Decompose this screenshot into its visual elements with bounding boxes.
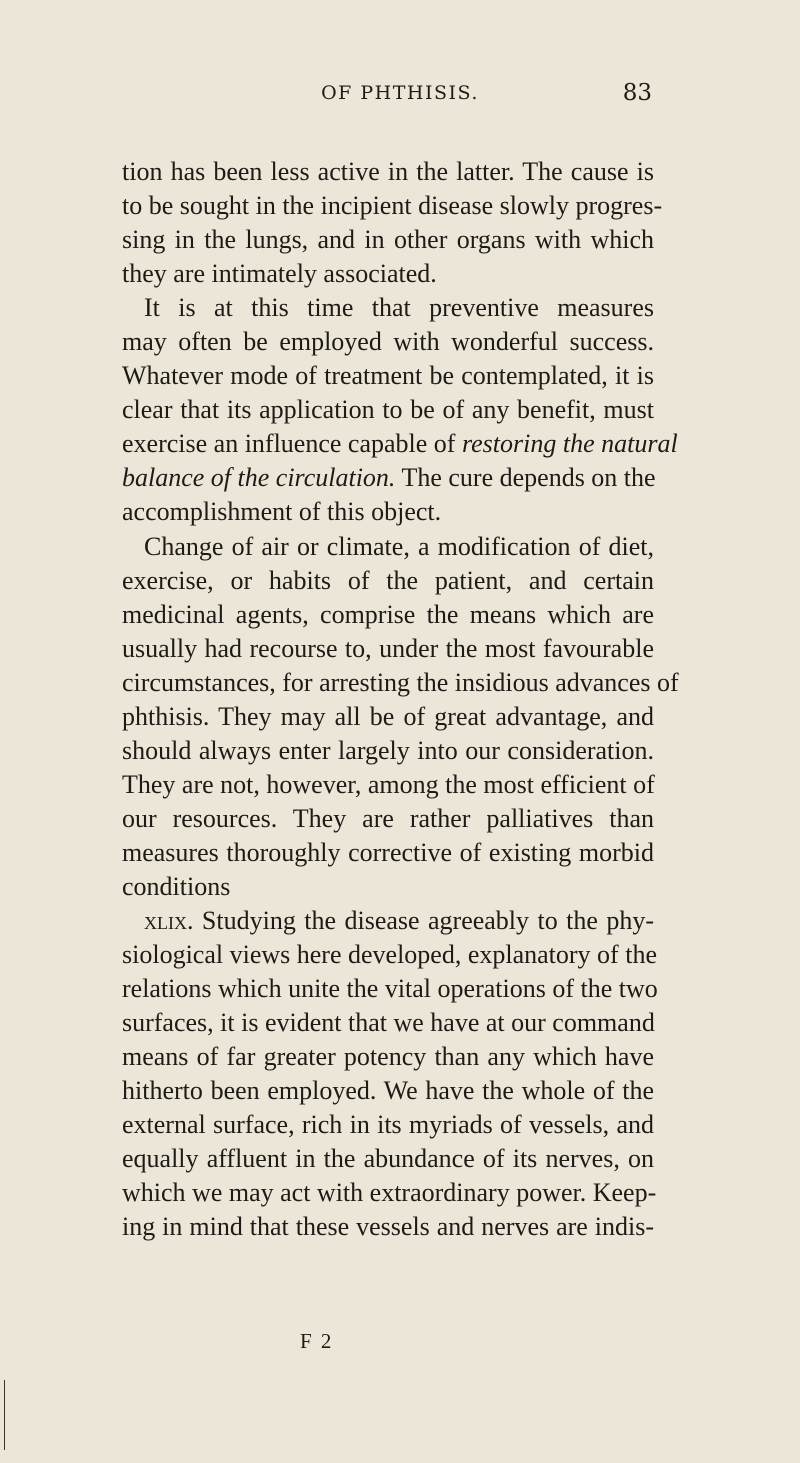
text-line <box>122 700 654 734</box>
text-line <box>122 598 654 632</box>
text-span: equally affluent in the abundance of its nerves, on <box>122 1144 654 1174</box>
text-span: Whatever mode of treatment be contemplated, it is <box>122 361 654 391</box>
text-line <box>122 1142 654 1176</box>
text-span: they are intimately associated. <box>122 259 437 289</box>
text-span: which we may act with extraordinary power. Keep- <box>122 1178 657 1208</box>
text-span: medicinal agents, comprise the means which are <box>122 599 654 629</box>
text-line <box>122 393 654 427</box>
text-span: tion has been less active in the latter. The cause is <box>122 157 654 186</box>
text-line <box>122 359 654 393</box>
text-line <box>122 1040 654 1074</box>
text-line <box>122 938 657 972</box>
text-span: exercise, or habits of the patient, and certain <box>122 565 654 595</box>
text-line <box>122 530 654 564</box>
running-title: OF PHTHISIS. <box>321 82 479 104</box>
text-line <box>122 257 654 291</box>
text-span: It is at this time that preventive measures <box>144 293 654 323</box>
text-span: means of far greater potency than any which have <box>122 1042 654 1072</box>
text-span: to be sought in the incipient disease slowly progres- <box>122 191 663 221</box>
text-line <box>122 427 678 461</box>
running-head <box>0 82 800 112</box>
text-span: circumstances, for arresting the insidious advances of <box>122 667 679 697</box>
text-span: The cure depends on the <box>395 463 656 493</box>
text-span: external surface, rich in its myriads of vessels, and <box>122 1110 654 1140</box>
text-span: should always enter largely into our consideration. <box>122 735 654 765</box>
text-span: measures thoroughly corrective of existing morbid <box>122 837 654 867</box>
text-span: sing in the lungs, and in other organs with which <box>122 225 654 255</box>
text-span: They are not, however, among the most efficient of <box>122 769 655 799</box>
text-span: relations which unite the vital operations of the two <box>122 974 658 1004</box>
text-span: accomplishment of this object. <box>122 497 442 527</box>
page-number: 83 <box>622 80 652 106</box>
text-span: Change of air or climate, a modification of diet, <box>144 531 654 561</box>
text-line <box>122 632 654 666</box>
text-span: phthisis. They may all be of great advantage, and <box>122 701 654 731</box>
text-line <box>122 972 658 1006</box>
text-span: Studying the disease agreeably to the phy- <box>193 906 654 936</box>
page-edge-line <box>4 1380 5 1450</box>
text-line <box>122 291 654 325</box>
text-span: surfaces, it is evident that we have at our command <box>122 1008 655 1038</box>
section-number: xlix. <box>144 906 194 936</box>
text-line <box>122 836 654 870</box>
text-line <box>122 1006 654 1040</box>
signature-mark: F 2 <box>300 1329 334 1353</box>
text-span: hitherto been employed. We have the whole of the <box>122 1076 654 1106</box>
text-line <box>122 802 654 836</box>
text-line <box>122 666 679 700</box>
text-span: may often be employed with wonderful success. <box>122 327 654 357</box>
text-line <box>122 564 654 598</box>
text-line <box>122 223 654 257</box>
text-line <box>122 768 654 802</box>
text-span: ing in mind that these vessels and nerves are indis- <box>122 1212 654 1242</box>
body-text <box>122 155 679 1245</box>
text-span: clear that its application to be of any benefit, must <box>122 395 654 425</box>
text-span: conditions <box>122 871 231 901</box>
text-line <box>122 1176 657 1210</box>
text-line <box>122 1210 654 1244</box>
text-line <box>122 1108 654 1142</box>
text-span: siological views here developed, explanatory of the <box>122 940 657 970</box>
italic-phrase: balance of the circulation. <box>122 463 396 493</box>
text-line <box>122 461 654 495</box>
text-line <box>122 325 654 359</box>
text-line <box>122 870 654 904</box>
italic-phrase: restoring the natural <box>461 429 678 459</box>
text-line <box>122 495 654 529</box>
text-span: our resources. They are rather palliatives than <box>122 803 654 833</box>
text-line <box>122 734 654 768</box>
text-line <box>122 189 663 223</box>
text-span: usually had recourse to, under the most favourable <box>122 633 654 663</box>
text-line <box>122 155 654 189</box>
text-span: exercise an influence capable of <box>122 429 462 459</box>
text-line <box>122 1074 654 1108</box>
text-line <box>122 904 654 938</box>
